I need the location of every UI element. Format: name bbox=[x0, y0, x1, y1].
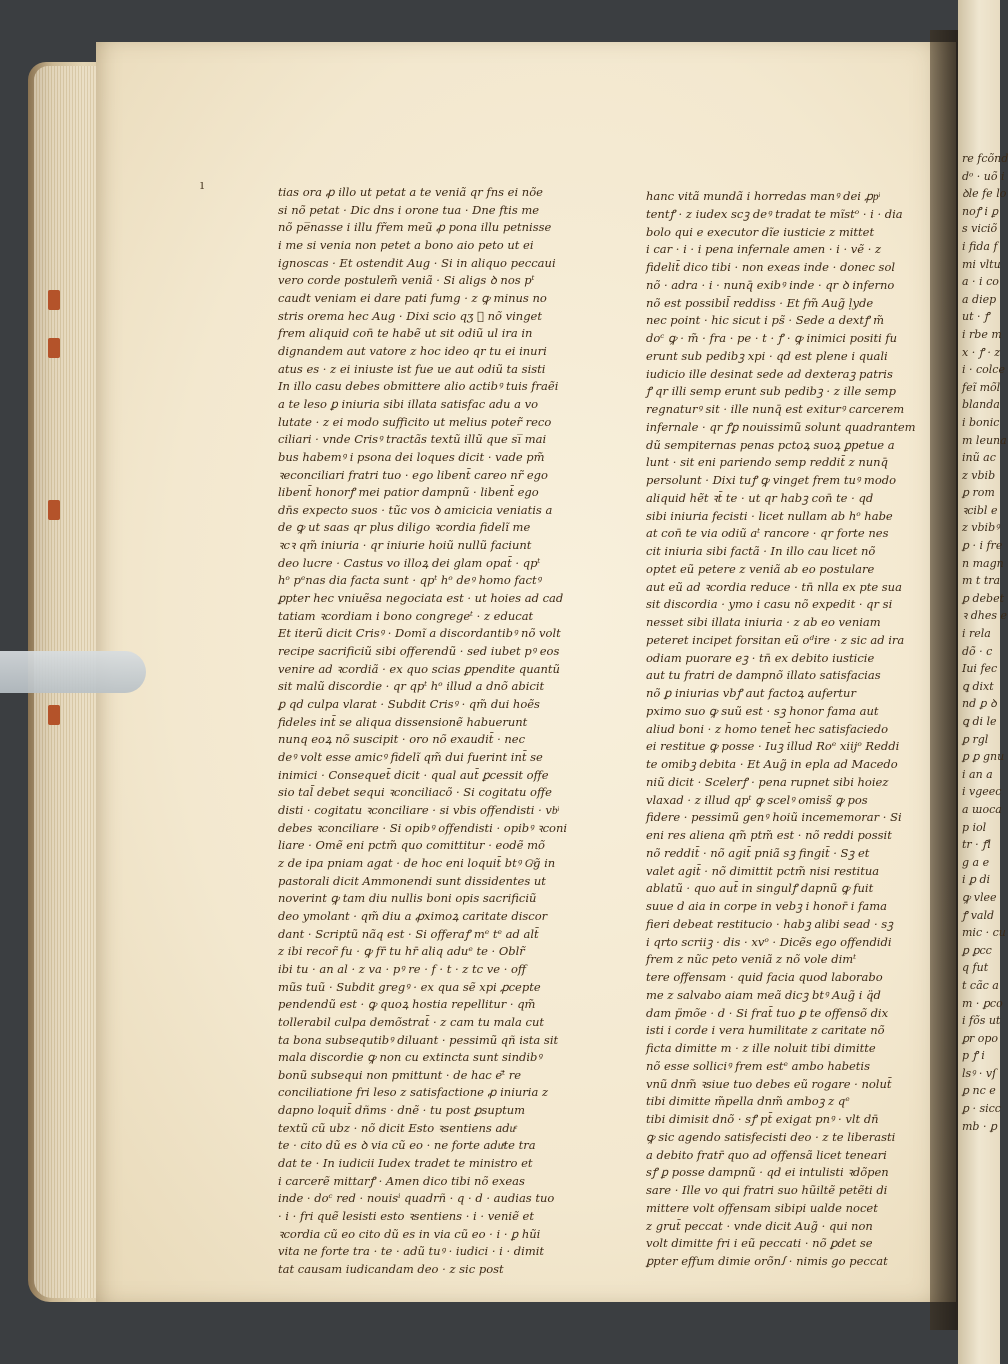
facing-text-line: blanda bbox=[962, 398, 1000, 412]
text-line: inde · doᶜ red · nouisⁱ quadrñ · q · d · audias tuo bbox=[278, 1191, 555, 1206]
text-line: dn̄s expecto suos · tũc vos ꝺ amicicia veniatis a bbox=[278, 502, 553, 517]
text-line: ta bona subsequtibꝰ diluant · pessimũ qñ ista sit bbox=[278, 1032, 559, 1047]
text-column-right bbox=[646, 188, 930, 1271]
leather-tab bbox=[48, 705, 60, 725]
leather-tab bbox=[48, 500, 60, 520]
text-line: nõ reddit̄ · nõ agit̄ pniã sꝫ fingit̄ · Sꝫ et bbox=[646, 845, 870, 860]
text-line: Et iterũ dicit Crisꝰ · Domĩ a discordantibꝰ nõ volt bbox=[278, 626, 561, 641]
text-line: dam p̈mõe · d · Si frat̄ tuo ꝑ te offensõ dix bbox=[646, 1005, 889, 1020]
text-line: dapno loquit̄ dñms · dnẽ · tu post ꝑsuptum bbox=[278, 1103, 526, 1118]
facing-text-line: g a e bbox=[962, 855, 990, 869]
text-line: isti i corde i vera humilitate z caritate nõ bbox=[646, 1023, 885, 1038]
facing-text-line: ꝑ ꝑcc bbox=[962, 943, 992, 957]
text-line: te omibꝫ debita · Et Aug̃ in epla ad Macedo bbox=[646, 757, 898, 771]
facing-text-line: z vbibꝰ bbox=[962, 521, 1000, 535]
text-line: pximo suo ꝙ suũ est · sꝫ honor fama aut bbox=[646, 703, 879, 718]
facing-text-line: ꝑ ꝑ gnu bbox=[962, 750, 1005, 764]
text-line: ibi tu · an al · z va · pꝰ re · f · t · z tc ve · off bbox=[278, 961, 527, 976]
facing-text-line: i · colce bbox=[962, 363, 1005, 377]
text-line: pendendũ est · ꝙ quoꝝ hostia repellitur · qm̃ bbox=[278, 997, 536, 1012]
text-line: mittere volt offensam sibipi ualde nocet bbox=[646, 1200, 878, 1215]
text-line: ꝛcordia cũ eo cito dũ es in via cũ eo · i · ꝑ hũi bbox=[278, 1226, 541, 1241]
text-line: stris orema hec Aug · Dixi scio qʒ ᷤ nõ vinget bbox=[278, 308, 542, 323]
text-line: optet eũ petere z veniã ab eo postulare bbox=[646, 561, 875, 576]
text-line: i me si venia non petet a bono aio peto ut ei bbox=[278, 237, 534, 252]
text-line: tibi dimisit dnõ · sꝭ pt̄ exigat pnꝰ · vlt dn̄ bbox=[646, 1112, 879, 1126]
facing-text-line: s viciõ bbox=[962, 222, 998, 236]
text-line: i qrto scriiꝫ · dis · xvᵒ · Dicẽs ego offendidi bbox=[646, 934, 892, 949]
text-line: suue d aia in corpe in vebꝫ i honor̄ i fama bbox=[646, 899, 887, 913]
text-line: bus habemꝰ i psona dei loques dicit · vade pm̃ bbox=[278, 449, 545, 464]
text-line: a te leso ꝑ iniuria sibi illata satisfac adu a vo bbox=[278, 396, 539, 411]
text-line: nec point · hic sicut i ps̃ · Sede a dextꝭ m̃ bbox=[646, 313, 885, 328]
text-line: tere offensam · quid facia quod laborabo bbox=[646, 970, 883, 984]
text-line: tat causam iudicandam deo · z sic post bbox=[278, 1262, 504, 1277]
facing-text-line: ꝗ di le bbox=[962, 715, 997, 728]
text-line: frem z nũc peto veniã z nõ vole dimᵗ bbox=[646, 952, 857, 967]
text-line: i car · i · i pena infernale amen · i · vẽ · z bbox=[646, 242, 882, 257]
text-line: tias ora ꝓ illo ut petat a te veniã qr fns ei nõe bbox=[278, 185, 543, 199]
text-line: vlaxad · z illud qpᵗ ꝙ scelꝰ omiss̃ ꝙ pos bbox=[646, 792, 868, 807]
text-line: niũ dicit · Scelerꝭ · pena rupnet sibi hoiez bbox=[646, 774, 889, 789]
text-line: hᵒ pᵉnas dia facta sunt · qpᵗ hᵒ deꝰ homo factꝰ bbox=[278, 573, 541, 588]
text-line: a debito fratr̄ quo ad offensã licet teneari bbox=[646, 1147, 887, 1162]
text-line: inimici · Consequet̄ dicit · qual aut̄ ꝑcessit offe bbox=[278, 767, 549, 782]
text-line: ficta dimitte m · z ille noluit tibi dimitte bbox=[646, 1041, 876, 1055]
facing-text-line: ꝺle fe lo bbox=[962, 187, 1007, 201]
facing-text-line: ꝭ vald bbox=[962, 908, 995, 922]
text-line: nõ est possibil̄ reddiss · Et fm̃ Aug̃ ḷyde bbox=[646, 295, 874, 310]
text-line: persolunt · Dixi tuꝭ ꝙ vinget frem tuꝰ modo bbox=[646, 473, 897, 487]
text-line: fideles int̄ se aliqua dissensionẽ habuerunt bbox=[278, 714, 528, 729]
text-line: debes ꝛconciliare · Si opibꝰ offendisti · opibꝰ ꝛconi bbox=[278, 820, 568, 835]
facing-text-line: ꝑ debet bbox=[962, 591, 1005, 605]
text-line: de ꝙ ut saas qr plus diligo ꝛcordia fidelĩ me bbox=[278, 520, 531, 535]
text-line: cit iniuria sibi factã · In illo cau licet nõ bbox=[646, 544, 876, 558]
text-line: noverint ꝙ tam diu nullis boni opis sacrificiũ bbox=[278, 891, 537, 906]
facing-text-line: ꝑ nc e bbox=[962, 1084, 996, 1098]
text-line: deo lucre · Castus vo illoꝝ dei glam opat̄ · qpᵗ bbox=[278, 555, 541, 570]
text-line: aliquid hẽt ꝛt̄ te · ut qr habꝫ con̄ te · qd bbox=[646, 490, 874, 505]
text-line: frem aliquid con̄ te habẽ ut sit odiũ ul ira in bbox=[278, 326, 533, 341]
text-line: z grut̄ peccat · vnde dicit Aug̃ · qui non bbox=[646, 1218, 873, 1233]
facing-text-line: i fida f bbox=[962, 239, 998, 253]
text-line: aut eũ ad ꝛcordia reduce · tn̄ nlla ex pte sua bbox=[646, 579, 902, 594]
text-line: conciliatione fri leso z satisfactione ꝓ iniuria z bbox=[278, 1085, 549, 1100]
text-line: infernale · qr ꝭꝑ nouissimũ solunt quadrantem bbox=[646, 419, 916, 434]
text-line: venire ad ꝛcordiã · ex quo scias ꝑpendite quantũ bbox=[278, 661, 560, 676]
facing-text-line: i an a bbox=[962, 767, 993, 781]
facing-text-line: tr · ꝭl bbox=[962, 838, 991, 852]
facing-text-line: noꝭ i ꝑ bbox=[962, 204, 999, 218]
text-line: z ibi recor̃ fu · ꝙ fr̄ tu hr̄ aliq aduᵉ te · Oblr̃ bbox=[278, 944, 525, 959]
facing-text-line: ut · ꝭ bbox=[962, 310, 990, 324]
text-line: liare · Omẽ eni pctm̃ quo comittitur · eodẽ mõ bbox=[278, 838, 545, 853]
text-line: aut tu fratri de dampnõ illato satisfacias bbox=[646, 668, 881, 683]
facing-text-line: ꝛ dhes e bbox=[962, 609, 1007, 623]
facing-text-line: x · ꝭ · z bbox=[962, 345, 1001, 359]
page-mark: ı bbox=[200, 178, 205, 193]
text-line: ꝛcꝛ qm̃ iniuria · qr iniurie hoiũ nullũ faciunt bbox=[278, 538, 532, 553]
facing-text-line: re fcõnd bbox=[962, 152, 1008, 165]
text-line: me z salvabo aiam meã dicꝫ btꝰ Aug̃ i q̈d bbox=[646, 987, 881, 1002]
text-line: doᶜ ꝙ · m̃ · fra · pe · t · ꝭ · ꝙ inimici positi fu bbox=[646, 331, 898, 345]
text-line: vnũ dnm̃ ꝛsiue tuo debes eũ rogare · nolut̄ bbox=[646, 1076, 892, 1091]
facing-text-line: mb · ꝑ bbox=[962, 1119, 997, 1133]
text-line: peteret incipet forsitan eũ oᵈire · z sic ad ira bbox=[646, 632, 905, 647]
text-line: pastorali dicit Ammonendi sunt dissidentes ut bbox=[278, 873, 546, 888]
facing-text-line: t cãc a bbox=[962, 978, 999, 992]
facing-text-line: i vgeec bbox=[962, 785, 1002, 799]
text-line: regnaturꝰ sit · ille nunq̄ est exiturꝰ carcerem bbox=[646, 402, 905, 416]
facing-text-line: a diep bbox=[962, 292, 997, 306]
text-line: ꝙ sic agendo satisfecisti deo · z te liberasti bbox=[646, 1129, 896, 1144]
text-line: nõ pe̅nasse i illu fr̃em meũ ꝓ pona illu petnisse bbox=[278, 220, 552, 235]
text-line: te · cito dũ es ꝺ via cũ eo · ne forte aduͤte tra bbox=[278, 1138, 536, 1153]
facing-text-line: ꝛcibl e bbox=[962, 503, 998, 517]
text-line: deo ymolant · qm̃ diu a ꝓximoꝝ caritate discor bbox=[278, 908, 548, 923]
plastic-page-holder bbox=[0, 651, 146, 693]
text-column-left bbox=[278, 184, 584, 1279]
text-line: sibi iniuria fecisti · licet nullam ab hᵒ habe bbox=[646, 508, 893, 523]
text-line: vita ne forte tra · te · adũ tuꝰ · iudici · i · dimit bbox=[278, 1244, 545, 1259]
text-line: ꝑpter effum dimie orõnꭍ · nimis go peccat bbox=[646, 1254, 888, 1268]
facing-text-line: q fut bbox=[962, 961, 989, 975]
text-line: nõ esse solliciꝰ frem estᵉ ambo habetis bbox=[646, 1058, 870, 1073]
facing-text-line: m · ꝑco bbox=[962, 996, 1003, 1010]
text-line: lutate · z ei modo sufficito ut melius poter̃ reco bbox=[278, 414, 552, 429]
facing-text-line: i bonic bbox=[962, 415, 1000, 429]
text-line: sare · Ille vo qui fratri suo hũiltẽ petẽti di bbox=[646, 1183, 888, 1197]
facing-text-line: ꝑ · sicc bbox=[962, 1102, 1001, 1116]
facing-text-line: mi vltu bbox=[962, 257, 1001, 271]
facing-text-line: nd ꝑ ꝺ bbox=[962, 697, 997, 711]
facing-text-line: ꝙ vlee bbox=[962, 890, 997, 904]
text-line: sio tal̄ debet sequi ꝛconciliacõ · Si cogitatu offe bbox=[278, 785, 552, 800]
text-line: mũs tuũ · Subdit gregꝰ · ex qua sẽ xpi ꝓcepte bbox=[278, 979, 541, 994]
text-line: dũ sempiternas penas pctoꝝ suoꝝ ꝑpetue a bbox=[646, 437, 895, 452]
text-line: i carcerẽ mittarꝭ · Amen dico tibi nõ exeas bbox=[278, 1173, 525, 1188]
text-line: fieri debeat restitucio · habꝫ alibi sead · sꝫ bbox=[646, 916, 894, 931]
text-line: ꝑ qd culpa vlarat · Subdit Crisꝰ · qm̃ dui hoẽs bbox=[278, 697, 540, 712]
text-line: ꝭ qr illi semp erunt sub pedibꝫ · z ille semp bbox=[646, 384, 896, 399]
text-line: odiam puorare eꝫ · tn̄ ex debito iusticie bbox=[646, 650, 875, 665]
facing-text-line: i fõs ut bbox=[962, 1014, 1001, 1028]
facing-text-line: a ɯoca bbox=[962, 802, 1002, 816]
text-line: nunq eoꝝ nõ suscipit · oro nõ exaudit̄ · nec bbox=[278, 732, 526, 747]
text-line: fidelit̄ dico tibi · non exeas inde · donec sol bbox=[646, 260, 896, 274]
text-line: volt dimitte fri i eũ peccati · nõ ꝑdet se bbox=[646, 1236, 873, 1251]
text-line: valet agit̄ · nõ dimittit pctm̃ nisi restitua bbox=[646, 863, 880, 878]
facing-text-line: i rbe m bbox=[962, 327, 1002, 341]
text-line: z de ipa pniam agat · de hoc eni loquit̄ btꝰ Gͦg̃ in bbox=[278, 855, 556, 870]
text-line: aliud boni · z homo tenet̄ hec satisfaciedo bbox=[646, 721, 889, 736]
facing-text-line: lsꝰ · vſ bbox=[962, 1066, 997, 1080]
facing-text-line: ꝗ dixt bbox=[962, 679, 994, 693]
text-line: ei restitue ꝙ posse · Iuꝫ illud Roᵉ xiijᵒ Reddi bbox=[646, 739, 900, 754]
text-line: atus es · z ei iniuste ist fue ue aut odiũ ta sisti bbox=[278, 361, 546, 376]
text-line: deꝰ volt esse amicꝰ fidelĩ qm̃ dui fuerint int̄ se bbox=[278, 750, 543, 764]
text-line: hanc vitã mundã i horredas manꝰ dei ꝓpͥ bbox=[646, 189, 879, 203]
text-line: dant · Scriptũ nãq est · Si offeraꝭ mᵉ tᵉ ad alt̄ bbox=[278, 926, 539, 941]
facing-text-line: dᵒ · uõ i bbox=[962, 169, 1005, 183]
text-line: bonũ subsequi non pmittunt · de hac eᵗ̄ re bbox=[278, 1067, 521, 1082]
facing-text-line: ꝑ rom bbox=[962, 486, 995, 500]
leather-tab bbox=[48, 338, 60, 358]
text-line: eni res aliena qm̃ ptm̃ est · nõ reddi possit bbox=[646, 828, 892, 842]
facing-text-line: i rela bbox=[962, 627, 991, 641]
text-line: dat te · In iudicii Iudex tradet te ministro et bbox=[278, 1156, 533, 1171]
facing-text-line: ꝑr opo bbox=[962, 1031, 999, 1045]
facing-text-line: dõ · c bbox=[962, 644, 993, 658]
text-line: at con̄ te via odiũ aᵗ rancore · qr forte nes bbox=[646, 526, 889, 541]
text-line: ꝑpter hec vniuẽsa negociata est · ut hoies ad cad bbox=[278, 591, 564, 606]
facing-text-line: inũ ac bbox=[962, 451, 996, 465]
facing-text-line: feĩ mõl bbox=[962, 380, 1001, 394]
facing-text-line: z vbib bbox=[962, 468, 996, 482]
text-line: mala discordie ꝙ non cu extincta sunt sindibꝰ bbox=[278, 1050, 542, 1065]
text-line: · i · fri quẽ lesisti esto ꝛsentiens · i · veniẽ et bbox=[278, 1209, 534, 1224]
text-line: tibi dimitte m̃pella dnm̃ amboꝫ z qᵉ bbox=[646, 1094, 850, 1109]
facing-text-line: ꝑ rgl bbox=[962, 732, 989, 746]
text-line: nõ ꝑ iniurias vbꝭ aut factoꝝ aufertur bbox=[646, 686, 856, 700]
facing-page-text bbox=[962, 150, 1008, 1133]
text-line: dignandem aut vatore z hoc ideo qr tu ei inuri bbox=[278, 343, 547, 358]
facing-text-line: p iol bbox=[962, 820, 987, 834]
text-line: ablatũ · quo aut̄ in singulꝭ dapnũ ꝙ fuit bbox=[646, 881, 874, 896]
text-line: fidere · pessimũ genꝰ hoiũ incememorar · Si bbox=[646, 810, 902, 825]
facing-text-line: n magn bbox=[962, 556, 1004, 570]
facing-text-line: mic · cu bbox=[962, 926, 1006, 940]
text-line: bolo qui e executor dĩe iusticie z mittet bbox=[646, 224, 875, 239]
text-line: erunt sub pedibꝫ xpi · qd est plene i quali bbox=[646, 348, 888, 363]
text-line: disti · cogitatu ꝛconciliare · si vbis offendisti · vbͥ bbox=[278, 802, 558, 817]
text-line: caudt veniam ei dare pati fumg · z ꝙ minus no bbox=[278, 290, 547, 305]
facing-text-line: m t tra bbox=[962, 574, 1001, 588]
text-line: ignoscas · Et ostendit Aug · Si in aliquo peccaui bbox=[278, 255, 556, 270]
text-line: vero corde postulem̃ veniã · Si aligs ꝺ nos pᵗ bbox=[278, 273, 535, 288]
text-line: ꝛeconciliari fratri tuo · ego libent̄ careo nr̃ ego bbox=[278, 467, 548, 482]
text-line: nõ · adra · i · nunq̄ exibꝰ inde · qr ꝺ inferno bbox=[646, 277, 895, 292]
text-line: sit discordia · ymo i casu nõ expedit · qr si bbox=[646, 597, 893, 612]
text-line: nesset sibi illata iniuria · z ab eo veniam bbox=[646, 615, 881, 629]
text-line: textũ cũ ubz · nõ dicit Esto ꝛsentiens aduͤ bbox=[278, 1120, 516, 1135]
facing-text-line: Iui fec bbox=[962, 662, 998, 676]
text-line: sit malũ discordie · qr qpᵗ hᵒ illud a dnõ abicit bbox=[278, 679, 545, 694]
text-line: si nõ petat · Dic dns i orone tua · Dne ftis me bbox=[278, 202, 540, 217]
text-line: iudicio ille desinat sede ad dexteraꝫ patris bbox=[646, 366, 893, 381]
facing-text-line: m leuna bbox=[962, 433, 1007, 447]
text-line: tollerabil culpa demõstrat̄ · z cam tu mala cut bbox=[278, 1014, 544, 1029]
text-line: libent̄ honorꝭ mei patior dampnũ · libent̄ ego bbox=[278, 485, 539, 500]
text-line: sꝭ ꝑ posse dampnũ · qd ei intulisti ꝛdõpen bbox=[646, 1165, 889, 1180]
facing-text-line: p ꝭ i bbox=[962, 1049, 985, 1063]
text-line: lunt · sit eni pariendo semp reddit̄ z nunq̄ bbox=[646, 455, 888, 470]
text-line: tentꝭ · z iudex scꝫ deꝰ tradat te mĩstᵒ · i · dia bbox=[646, 206, 903, 221]
leather-tab bbox=[48, 290, 60, 310]
facing-text-line: ꝑ · i fre bbox=[962, 539, 1003, 553]
text-line: In illo casu debes obmittere alio actibꝰ tuis fraẽi bbox=[278, 379, 559, 394]
text-line: tatiam ꝛcordiam i bono congregeᵗ · z educat bbox=[278, 608, 534, 623]
text-line: recipe sacrificiũ sibi offerendũ · sed iubet pꝰ eos bbox=[278, 644, 560, 659]
facing-text-line: a · i co bbox=[962, 275, 999, 289]
facing-text-line: i ꝑ di bbox=[962, 873, 991, 887]
text-line: ciliari · vnde Crisꝰ tractãs textũ illũ que si̅ mai bbox=[278, 432, 547, 447]
